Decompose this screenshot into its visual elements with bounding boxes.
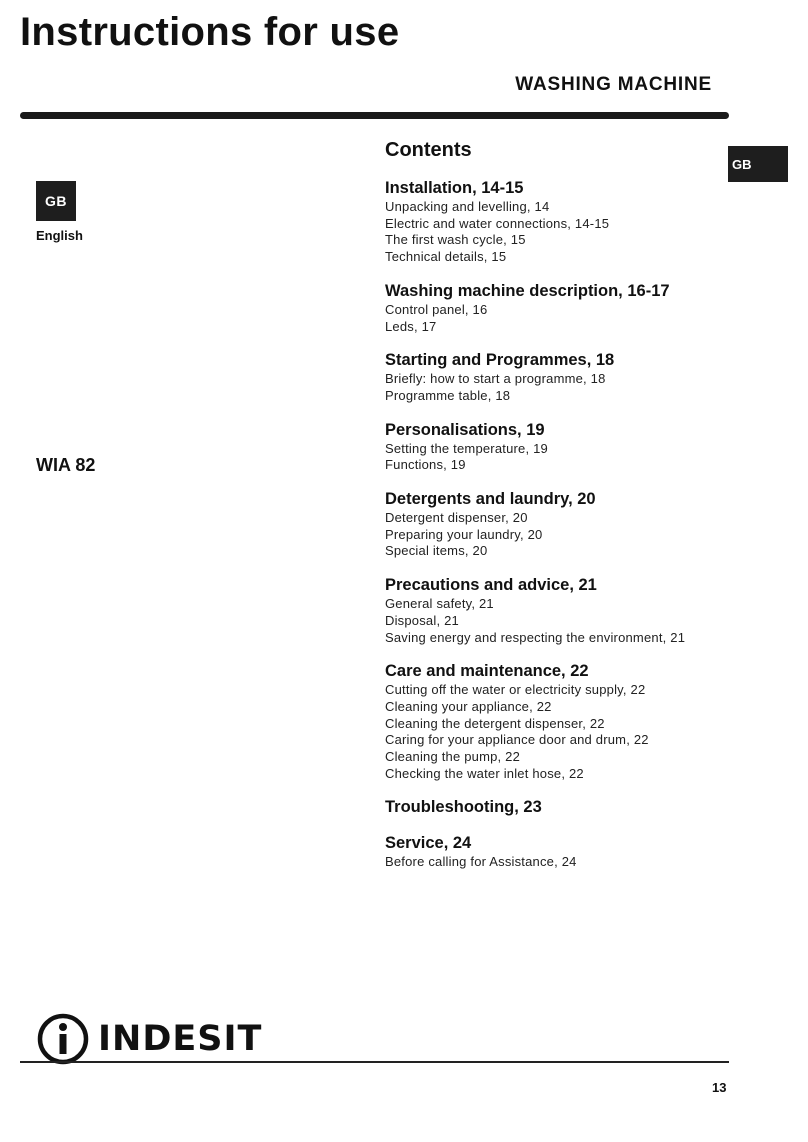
toc-section — [385, 349, 715, 404]
toc-section-list — [385, 177, 715, 871]
toc-entry: Caring for your appliance door and drum, 22 — [385, 732, 649, 748]
toc-section — [385, 280, 715, 335]
footer-divider — [20, 1061, 729, 1063]
toc-entry: Briefly: how to start a programme, 18 — [385, 371, 606, 387]
toc-entry: Disposal, 21 — [385, 612, 459, 628]
toc-entry: Leds, 17 — [385, 318, 437, 334]
language-badge: GB — [36, 181, 76, 221]
toc-section — [385, 796, 715, 818]
toc-section-title: Installation, 14-15 — [385, 179, 524, 197]
page-number: 13 — [712, 1080, 727, 1095]
contents-heading: Contents — [385, 139, 472, 161]
toc-entry: Checking the water inlet hose, 22 — [385, 765, 584, 781]
toc-section-title: Precautions and advice, 21 — [385, 576, 597, 595]
toc-entry: Preparing your laundry, 20 — [385, 526, 543, 542]
toc-entry: Detergent dispenser, 20 — [385, 510, 528, 526]
toc-entry: Technical details, 15 — [385, 249, 507, 265]
toc-section — [385, 574, 715, 646]
toc-section-title: Care and maintenance, 22 — [385, 662, 589, 681]
document-title: Instructions for use — [20, 10, 400, 54]
brand-name: INDESIT — [98, 1018, 263, 1059]
table-of-contents — [385, 137, 715, 885]
toc-section-title: Starting and Programmes, 18 — [385, 351, 615, 370]
toc-entry: Special items, 20 — [385, 543, 488, 559]
toc-section-title: Service, 24 — [385, 834, 472, 853]
toc-section — [385, 832, 715, 871]
toc-section — [385, 177, 715, 266]
toc-entry: Before calling for Assistance, 24 — [385, 854, 577, 870]
toc-section — [385, 419, 715, 474]
toc-entry: General safety, 21 — [385, 596, 494, 612]
document-subtitle: WASHING MACHINE — [515, 74, 712, 95]
toc-section-title: Personalisations, 19 — [385, 420, 545, 439]
toc-entry: The first wash cycle, 15 — [385, 232, 526, 248]
toc-entry: Setting the temperature, 19 — [385, 440, 548, 456]
toc-section-title: Detergents and laundry, 20 — [385, 490, 596, 509]
model-name: WIA 82 — [36, 455, 96, 475]
language-label: English — [36, 228, 83, 243]
header-divider — [20, 112, 729, 119]
toc-section-title: Troubleshooting, 23 — [385, 798, 542, 817]
toc-section — [385, 488, 715, 560]
toc-entry: Cleaning the pump, 22 — [385, 749, 521, 765]
language-side-tab: GB — [728, 146, 788, 182]
toc-entry: Saving energy and respecting the environment, 21 — [385, 629, 686, 645]
brand-logo — [36, 1012, 262, 1066]
toc-entry: Electric and water connections, 14-15 — [385, 215, 610, 231]
toc-entry: Functions, 19 — [385, 457, 466, 473]
toc-entry: Programme table, 18 — [385, 387, 511, 403]
toc-entry: Unpacking and levelling, 14 — [385, 199, 550, 214]
toc-section-title: Washing machine description, 16-17 — [385, 281, 670, 300]
indesit-logo-icon — [36, 1012, 90, 1066]
toc-entry: Cleaning your appliance, 22 — [385, 698, 552, 714]
toc-entry: Control panel, 16 — [385, 301, 488, 317]
toc-entry: Cutting off the water or electricity supply, 22 — [385, 682, 646, 698]
toc-section — [385, 660, 715, 782]
toc-entry: Cleaning the detergent dispenser, 22 — [385, 715, 605, 731]
